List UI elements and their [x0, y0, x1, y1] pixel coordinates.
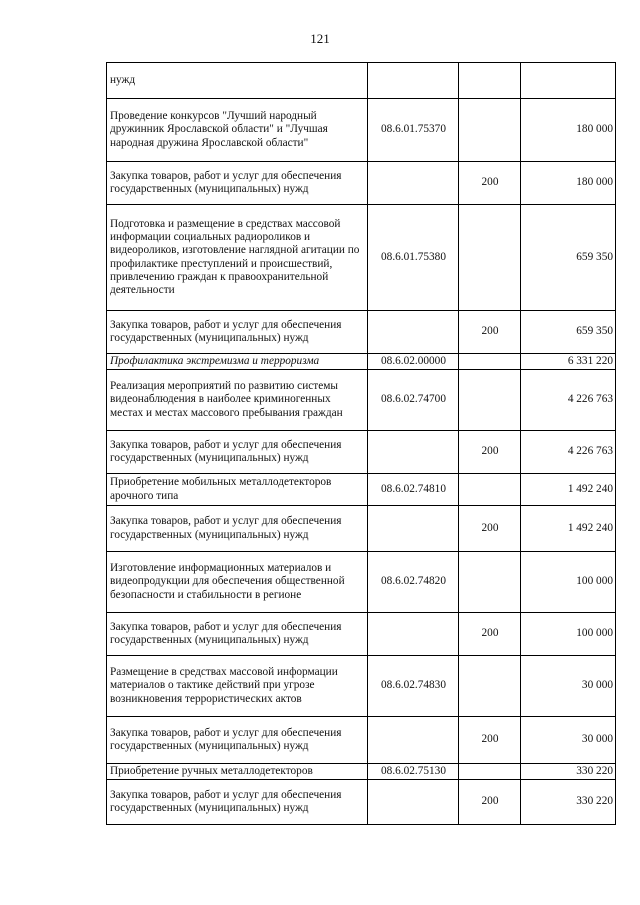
- row-expense-type: [459, 764, 521, 780]
- row-expense-type: [459, 205, 521, 311]
- row-name: Закупка товаров, работ и услуг для обеспечения государственных (муниципальных) нужд: [107, 613, 368, 656]
- table-row: [107, 63, 616, 99]
- row-amount: 6 331 220: [521, 354, 616, 370]
- row-expense-type: 200: [459, 506, 521, 552]
- row-expense-type: 200: [459, 162, 521, 205]
- row-target-code: [368, 63, 459, 99]
- row-name: Реализация мероприятий по развитию системы видеонаблюдения в наиболее криминогенных местах и местах массового пребывания граждан: [107, 370, 368, 431]
- table-row: [107, 656, 616, 717]
- row-name: Закупка товаров, работ и услуг для обеспечения государственных (муниципальных) нужд: [107, 780, 368, 825]
- row-amount: 180 000: [521, 162, 616, 205]
- row-target-code: 08.6.01.75380: [368, 205, 459, 311]
- row-target-code: 08.6.01.75370: [368, 99, 459, 162]
- table-row: [107, 311, 616, 354]
- row-amount: 330 220: [521, 764, 616, 780]
- row-name: Закупка товаров, работ и услуг для обеспечения государственных (муниципальных) нужд: [107, 162, 368, 205]
- row-name: нужд: [107, 63, 368, 99]
- table-row: [107, 99, 616, 162]
- row-target-code: 08.6.02.00000: [368, 354, 459, 370]
- row-expense-type: [459, 656, 521, 717]
- table-row: [107, 474, 616, 506]
- table-row: [107, 552, 616, 613]
- row-target-code: 08.6.02.74810: [368, 474, 459, 506]
- table-row: [107, 205, 616, 311]
- row-amount: 100 000: [521, 613, 616, 656]
- row-amount: 30 000: [521, 717, 616, 764]
- table-row: [107, 613, 616, 656]
- row-expense-type: [459, 63, 521, 99]
- row-target-code: [368, 717, 459, 764]
- row-target-code: 08.6.02.74830: [368, 656, 459, 717]
- row-expense-type: [459, 474, 521, 506]
- row-expense-type: 200: [459, 311, 521, 354]
- table-row: [107, 162, 616, 205]
- row-target-code: [368, 780, 459, 825]
- row-amount: 1 492 240: [521, 474, 616, 506]
- row-amount: 100 000: [521, 552, 616, 613]
- row-expense-type: 200: [459, 717, 521, 764]
- row-expense-type: [459, 552, 521, 613]
- row-target-code: [368, 506, 459, 552]
- row-target-code: [368, 431, 459, 474]
- page-number: 121: [310, 31, 330, 46]
- row-name: Закупка товаров, работ и услуг для обеспечения государственных (муниципальных) нужд: [107, 431, 368, 474]
- row-amount: 1 492 240: [521, 506, 616, 552]
- table-row: [107, 506, 616, 552]
- row-amount: [521, 63, 616, 99]
- row-name: Приобретение ручных металлодетекторов: [107, 764, 368, 780]
- row-amount: 4 226 763: [521, 370, 616, 431]
- table-row: [107, 717, 616, 764]
- table-row: [107, 354, 616, 370]
- table-row: [107, 370, 616, 431]
- row-name: Профилактика экстремизма и терроризма: [107, 354, 368, 370]
- row-target-code: 08.6.02.75130: [368, 764, 459, 780]
- row-name: Изготовление информационных материалов и видеопродукции для обеспечения общественной безопасности и стабильности в регионе: [107, 552, 368, 613]
- row-amount: 4 226 763: [521, 431, 616, 474]
- row-target-code: [368, 311, 459, 354]
- row-expense-type: 200: [459, 431, 521, 474]
- table-row: [107, 780, 616, 825]
- row-amount: 180 000: [521, 99, 616, 162]
- row-name: Подготовка и размещение в средствах массовой информации социальных радиороликов и видеороликов, изготовление наглядной агитации по профилактике преступлений и происшествий, привлечению граждан к правоохранительной деятельности: [107, 205, 368, 311]
- row-amount: 659 350: [521, 205, 616, 311]
- table-row: [107, 764, 616, 780]
- row-target-code: 08.6.02.74820: [368, 552, 459, 613]
- row-amount: 659 350: [521, 311, 616, 354]
- row-name: Закупка товаров, работ и услуг для обеспечения государственных (муниципальных) нужд: [107, 311, 368, 354]
- row-name: Закупка товаров, работ и услуг для обеспечения государственных (муниципальных) нужд: [107, 717, 368, 764]
- budget-table: [106, 62, 616, 825]
- row-target-code: [368, 613, 459, 656]
- row-expense-type: 200: [459, 613, 521, 656]
- row-expense-type: [459, 99, 521, 162]
- row-target-code: [368, 162, 459, 205]
- row-expense-type: [459, 370, 521, 431]
- row-expense-type: 200: [459, 780, 521, 825]
- row-name: Проведение конкурсов "Лучший народный дружинник Ярославской области" и "Лучшая народная дружина Ярославской области": [107, 99, 368, 162]
- row-expense-type: [459, 354, 521, 370]
- row-name: Размещение в средствах массовой информации материалов о тактике действий при угрозе возникновения террористических актов: [107, 656, 368, 717]
- row-amount: 330 220: [521, 780, 616, 825]
- row-amount: 30 000: [521, 656, 616, 717]
- row-target-code: 08.6.02.74700: [368, 370, 459, 431]
- row-name: Закупка товаров, работ и услуг для обеспечения государственных (муниципальных) нужд: [107, 506, 368, 552]
- row-name: Приобретение мобильных металлодетекторов арочного типа: [107, 474, 368, 506]
- table-row: [107, 431, 616, 474]
